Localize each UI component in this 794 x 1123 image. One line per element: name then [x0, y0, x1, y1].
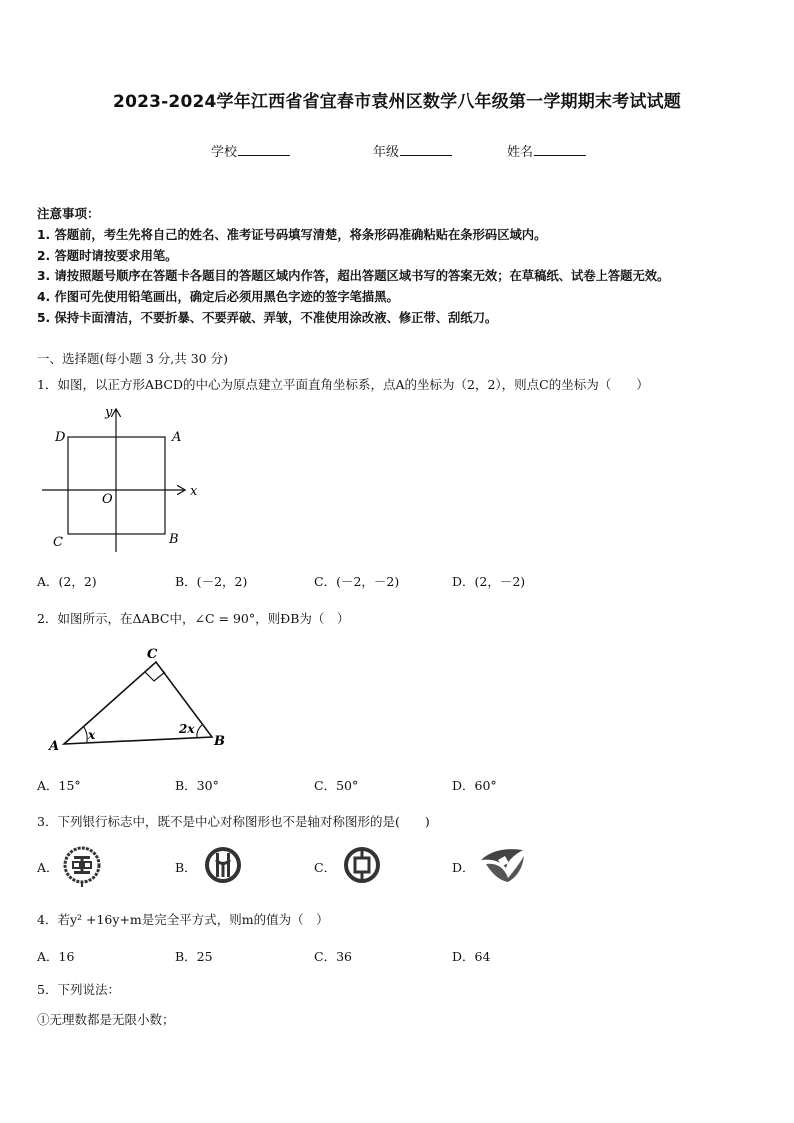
school-field: [211, 141, 290, 160]
q3-option-b: B．: [175, 860, 197, 875]
right-angle-mark: [145, 672, 165, 681]
q4-option-d: D．64: [452, 949, 491, 964]
vertex-c-label: C: [147, 647, 158, 662]
x-axis-label: x: [190, 484, 198, 499]
angle-a-arc: [84, 727, 87, 742]
point-a-label: A: [172, 430, 182, 445]
grade-field: [373, 141, 452, 160]
note-item: 5. 保持卡面清洁，不要折暴、不要弄破、弄皱，不准使用涂改液、修正带、刮纸刀。: [37, 311, 498, 325]
note-item: 4. 作图可先使用铅笔画出，确定后必须用黑色字迹的签字笔描黑。: [37, 290, 399, 304]
vertex-b-label: B: [214, 734, 225, 749]
q2-option-b: B．30°: [175, 778, 219, 793]
q1-option-b: B．(－2，2): [175, 574, 248, 589]
y-axis-label: y: [105, 405, 113, 420]
q1-option-c: C．(－2，－2): [314, 574, 400, 589]
note-item: 3. 请按照题号顺序在答题卡各题目的答题区域内作答，超出答题区域书写的答案无效；在草稿纸、试卷上答题无效。: [37, 269, 670, 283]
exam-title: 2023-2024学年江西省省宜春市袁州区数学八年级第一学期期末考试试题: [113, 92, 681, 112]
q4-option-b: B．25: [175, 949, 213, 964]
point-d-label: D: [55, 430, 66, 445]
angle-b-label: 2x: [179, 722, 195, 736]
grade-blank: [400, 143, 452, 156]
question-1-stem: 1．如图，以正方形ABCD的中心为原点建立平面直角坐标系，点A的坐标为（2，2），则点C的坐标为（ ）: [37, 377, 649, 392]
school-label: 学校: [211, 145, 238, 160]
angle-b-arc: [197, 725, 202, 738]
note-item: 2. 答题时请按要求用笔。: [37, 249, 178, 263]
vertex-a-label: A: [49, 739, 60, 754]
q2-figure: [40, 640, 240, 755]
q4-option-a: A．16: [37, 949, 75, 964]
school-blank: [238, 143, 290, 156]
point-c-label: C: [53, 535, 63, 550]
bank-logo-d-icon: [478, 844, 526, 884]
q2-option-d: D．60°: [452, 778, 497, 793]
question-3-stem: 3．下列银行标志中，既不是中心对称图形也不是轴对称图形的是( ): [37, 814, 430, 829]
q2-option-a: A．15°: [37, 778, 81, 793]
name-label: 姓名: [507, 145, 534, 160]
note-item: 1. 答题前，考生先将自己的姓名、准考证号码填写清楚，将条形码准确粘贴在条形码区域内。: [37, 228, 547, 242]
q4-option-c: C．36: [314, 949, 352, 964]
question-4-stem: 4．若y² +16y+m是完全平方式，则m的值为（ ）: [37, 912, 329, 927]
q1-option-d: D．(2，－2): [452, 574, 526, 589]
notes-heading: 注意事项：: [37, 206, 100, 221]
q2-option-c: C．50°: [314, 778, 359, 793]
angle-a-label: x: [88, 728, 96, 742]
point-b-label: B: [169, 532, 179, 547]
question-2-stem: 2．如图所示，在ΔABC中，∠C = 90°，则ÐB为（ ）: [37, 611, 350, 626]
bank-logo-b-icon: [203, 845, 243, 885]
origin-label: O: [102, 492, 113, 507]
q1-figure: [38, 400, 208, 555]
question-5-item-1: ①无理数都是无限小数；: [37, 1012, 175, 1027]
section-heading: 一、选择题(每小题 3 分,共 30 分): [37, 351, 228, 366]
q3-option-d: D．: [452, 860, 475, 875]
q3-option-c: C．: [314, 860, 337, 875]
name-blank: [534, 143, 586, 156]
name-field: [507, 141, 586, 160]
question-5-stem: 5．下列说法：: [37, 982, 120, 997]
bank-logo-a-icon: [62, 845, 102, 887]
q1-option-a: A．(2，2): [37, 574, 97, 589]
grade-label: 年级: [373, 145, 400, 160]
bank-logo-c-icon: [342, 845, 382, 885]
q3-option-a: A．: [37, 860, 59, 875]
